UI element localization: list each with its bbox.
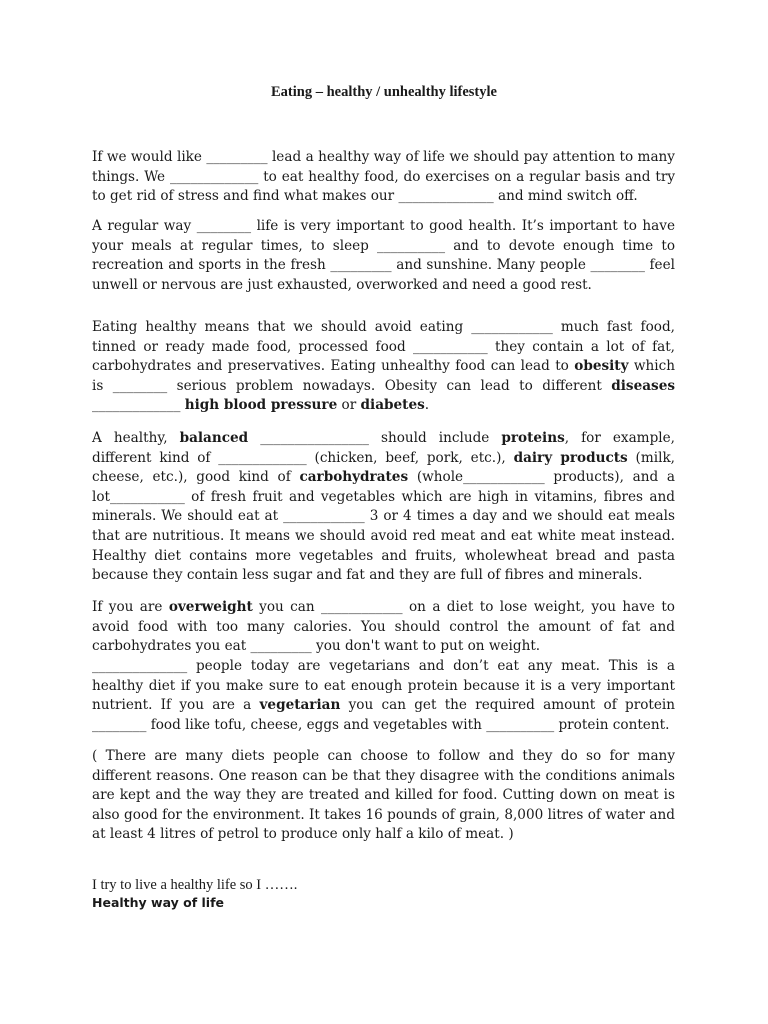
bold-term: proteins (501, 430, 565, 446)
paragraph-2 (92, 217, 675, 295)
text-run: ______________ people today are vegetarians and don’t eat any meat. This is a healthy diet if you make sure to eat enough protein because it is a very important nutrient. If you are a (92, 658, 675, 714)
text-run: which is ________ serious problem nowadays. Obesity can lead to different (92, 358, 675, 394)
text-run: A regular way ________ life is very important to good health. It’s important to have your meals at regular times, to sleep __________ and to devote enough time to recreation and sports in the fresh _________ and sunshine. Many people ________ feel unwell or nervous are just exhausted, overworked and need a good rest. (92, 218, 675, 293)
text-run: If you are (92, 599, 169, 615)
text-run: you can get the required amount of protein ________ food like tofu, cheese, eggs and vegetables with __________ protein content. (92, 697, 675, 733)
closing-heading: Healthy way of life (92, 895, 224, 910)
text-run: ________________ should include (248, 430, 502, 446)
bold-term: vegetarian (259, 697, 341, 714)
text-run: . (424, 397, 430, 414)
text-run: or (337, 397, 361, 414)
document-title: Eating – healthy / unhealthy lifestyle (271, 84, 497, 100)
closing-line: I try to live a healthy life so I ……. (92, 877, 298, 893)
bold-term: high blood pressure (184, 397, 338, 414)
text-run: you can ____________ on a diet to lose weight, you have to avoid food with too many calories. You should control the amount of fat and carbohydrates you eat _________ you don't want to put on weight. (92, 599, 675, 655)
paragraph-3 (92, 318, 675, 416)
text-run: (milk, cheese, etc.), good kind of (92, 449, 675, 486)
bold-term: diseases (611, 377, 675, 394)
text-run: _____________ (92, 397, 185, 414)
bold-term: dairy products (513, 449, 628, 466)
bold-term: obesity (574, 358, 629, 375)
bold-term: balanced (179, 430, 249, 446)
paragraph-5 (92, 598, 675, 657)
bold-term: carbohydrates (299, 469, 409, 486)
text-run: ( There are many diets people can choose to follow and they do so for many different reasons. One reason can be that they disagree with the conditions animals are kept and the way they are treated and killed for food. Cutting down on meat is also good for the environment. It takes 16 pounds of grain, 8,000 litres of water and at least 4 litres of petrol to produce only half a kilo of meat. ) (92, 748, 675, 843)
text-run: Eating healthy means that we should avoid eating ____________ much fast food, tinned or ready made food, processed food ___________ they contain a lot of fat, carbohydrates and preservatives. Eating unhealthy food can lead to (92, 319, 675, 375)
bold-term: diabetes (360, 397, 425, 414)
paragraph-4 (92, 429, 675, 586)
bold-term: overweight (168, 599, 253, 615)
text-run: , for example, different kind of _____________ (chicken, beef, pork, etc.), (92, 430, 675, 466)
text-run: (whole____________ products), and a lot___________ of fresh fruit and vegetables which are high in vitamins, fibres and minerals. We should eat at ____________ 3 or 4 times a day and we should eat meals that are nutritious. It means we should avoid red meat and eat white meat instead. Healthy diet contains more vegetables and fruits, wholewheat bread and pasta because they contain less sugar and fat and they are full of fibres and minerals. (92, 469, 675, 584)
paragraph-7 (92, 747, 675, 845)
paragraph-1 (92, 148, 675, 207)
paragraph-6 (92, 657, 675, 735)
text-run: If we would like _________ lead a healthy way of life we should pay attention to many things. We _____________ to eat healthy food, do exercises on a regular basis and try to get rid of stress and find what makes our ______________ and mind switch off. (92, 149, 675, 205)
text-run: A healthy, (92, 430, 180, 446)
